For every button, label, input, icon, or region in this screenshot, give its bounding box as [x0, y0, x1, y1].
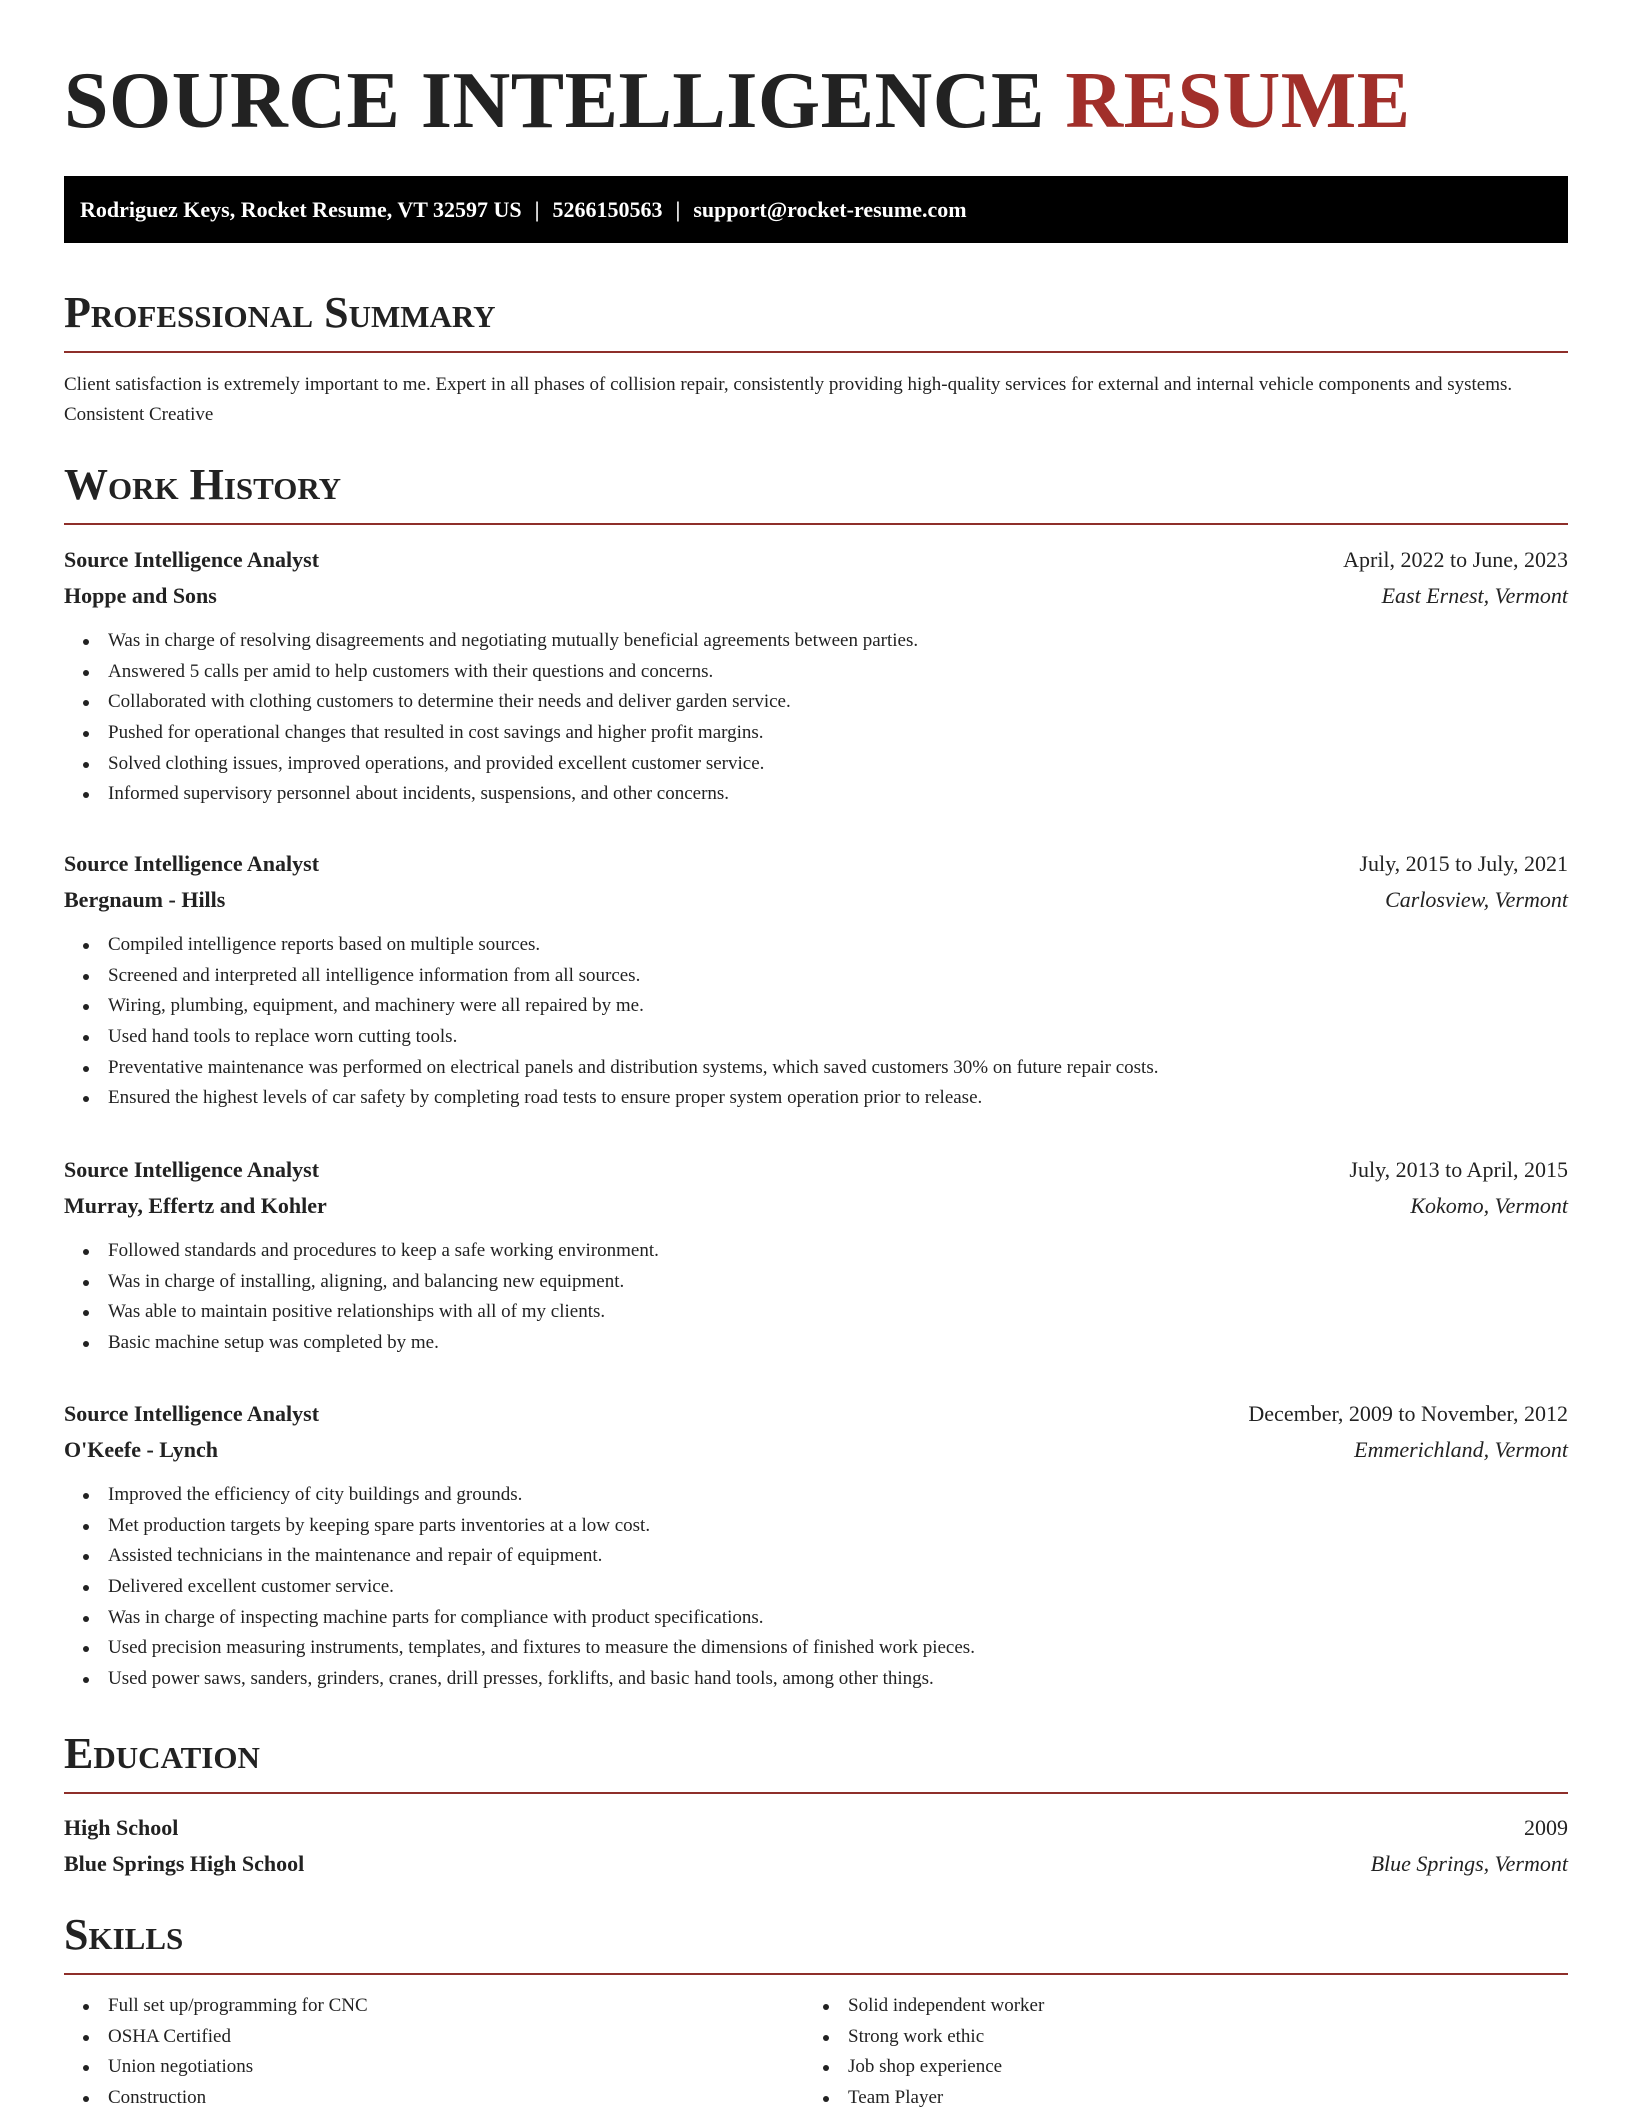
job-company-row: [64, 882, 1568, 918]
job-title: Source Intelligence Analyst: [64, 1401, 320, 1426]
education-school-row: [64, 1846, 1568, 1882]
job-bullet: Compiled intelligence reports based on multiple sources.: [64, 930, 1568, 961]
education-school: Blue Springs High School: [64, 1851, 305, 1876]
job-bullet: Answered 5 calls per amid to help customers with their questions and concerns.: [64, 657, 1568, 688]
job-bullet-list: [64, 1480, 1568, 1695]
job-bullet: Pushed for operational changes that resulted in cost savings and higher profit margins.: [64, 718, 1568, 749]
job-bullet: Collaborated with clothing customers to determine their needs and deliver garden service.: [64, 687, 1568, 718]
skill-item: Construction: [64, 2083, 764, 2114]
job-location: Emmerichland, Vermont: [1354, 1437, 1568, 1462]
education-divider: [64, 1792, 1568, 1794]
job-company: Murray, Effertz and Kohler: [64, 1193, 327, 1218]
job-bullet: Solved clothing issues, improved operations, and provided excellent customer service.: [64, 749, 1568, 780]
contact-email: support@rocket-resume.com: [693, 197, 967, 222]
title-main: SOURCE INTELLIGENCE: [64, 57, 1045, 145]
summary-divider: [64, 351, 1568, 353]
job-bullet-list: [64, 626, 1568, 810]
job-company: Bergnaum - Hills: [64, 887, 226, 912]
skills-list-left: [64, 1991, 764, 2114]
skill-item: Full set up/programming for CNC: [64, 1991, 764, 2022]
job-bullet: Wiring, plumbing, equipment, and machinery were all repaired by me.: [64, 991, 1568, 1022]
job-title: Source Intelligence Analyst: [64, 547, 320, 572]
job-bullet: Was in charge of installing, aligning, and balancing new equipment.: [64, 1267, 1568, 1298]
job-company: Hoppe and Sons: [64, 583, 217, 608]
job-entry: [64, 542, 1568, 810]
job-header-row: [64, 1396, 1568, 1432]
title-accent: RESUME: [1065, 57, 1411, 145]
work-history-heading: Work History: [64, 460, 342, 509]
job-bullet: Was able to maintain positive relationships with all of my clients.: [64, 1297, 1568, 1328]
job-header-row: [64, 542, 1568, 578]
skill-item: Union negotiations: [64, 2052, 764, 2083]
contact-phone: 5266150563: [552, 197, 663, 222]
skills-list-right: [804, 1991, 1504, 2114]
job-location: Kokomo, Vermont: [1410, 1193, 1568, 1218]
skill-item: Strong work ethic: [804, 2022, 1504, 2053]
job-bullet: Improved the efficiency of city buildings and grounds.: [64, 1480, 1568, 1511]
summary-heading: Professional Summary: [64, 288, 496, 337]
job-bullet: Followed standards and procedures to keep a safe working environment.: [64, 1236, 1568, 1267]
contact-bar: [64, 176, 1568, 243]
job-title: Source Intelligence Analyst: [64, 1157, 320, 1182]
job-dates: April, 2022 to June, 2023: [1343, 547, 1568, 572]
job-bullet: Delivered excellent customer service.: [64, 1572, 1568, 1603]
job-dates: December, 2009 to November, 2012: [1248, 1401, 1568, 1426]
skills-divider: [64, 1973, 1568, 1975]
job-entry: [64, 1396, 1568, 1695]
job-bullet: Preventative maintenance was performed on electrical panels and distribution systems, which saved customers 30% on future repair costs.: [64, 1053, 1568, 1084]
skill-item: Job shop experience: [804, 2052, 1504, 2083]
job-bullet: Screened and interpreted all intelligence information from all sources.: [64, 961, 1568, 992]
resume-page: [64, 0, 1568, 2109]
job-dates: July, 2015 to July, 2021: [1359, 851, 1568, 876]
skill-item: Team Player: [804, 2083, 1504, 2114]
education-location: Blue Springs, Vermont: [1370, 1851, 1568, 1876]
job-bullet: Used hand tools to replace worn cutting tools.: [64, 1022, 1568, 1053]
contact-separator: |: [675, 197, 681, 222]
work-history-divider: [64, 523, 1568, 525]
contact-separator: |: [534, 197, 540, 222]
job-title: Source Intelligence Analyst: [64, 851, 320, 876]
job-entry: [64, 846, 1568, 1114]
education-year: 2009: [1524, 1815, 1568, 1840]
job-header-row: [64, 846, 1568, 882]
job-bullet: Was in charge of resolving disagreements and negotiating mutually beneficial agreements between parties.: [64, 626, 1568, 657]
education-entry: [64, 1810, 1568, 1882]
job-company-row: [64, 1432, 1568, 1468]
resume-title: [64, 0, 1568, 144]
job-company: O'Keefe - Lynch: [64, 1437, 218, 1462]
education-degree: High School: [64, 1815, 179, 1840]
job-company-row: [64, 578, 1568, 614]
job-bullet: Ensured the highest levels of car safety by completing road tests to ensure proper system operation prior to release.: [64, 1083, 1568, 1114]
job-bullet: Used precision measuring instruments, templates, and fixtures to measure the dimensions of finished work pieces.: [64, 1633, 1568, 1664]
job-bullet: Was in charge of inspecting machine parts for compliance with product specifications.: [64, 1603, 1568, 1634]
education-header-row: [64, 1810, 1568, 1846]
job-location: East Ernest, Vermont: [1381, 583, 1568, 608]
job-bullet: Met production targets by keeping spare parts inventories at a low cost.: [64, 1511, 1568, 1542]
job-entry: [64, 1152, 1568, 1359]
job-bullet-list: [64, 930, 1568, 1114]
contact-address: Rodriguez Keys, Rocket Resume, VT 32597 US: [80, 197, 522, 222]
education-heading: Education: [64, 1729, 260, 1778]
job-bullet: Used power saws, sanders, grinders, cranes, drill presses, forklifts, and basic hand tools, among other things.: [64, 1664, 1568, 1695]
skills-heading: Skills: [64, 1910, 184, 1959]
skill-item: OSHA Certified: [64, 2022, 764, 2053]
job-bullet-list: [64, 1236, 1568, 1359]
summary-text: Client satisfaction is extremely important to me. Expert in all phases of collision repair, consistently providing high-quality services for external and internal vehicle components and systems. Consistent Creative: [64, 374, 1513, 425]
job-header-row: [64, 1152, 1568, 1188]
job-bullet: Assisted technicians in the maintenance and repair of equipment.: [64, 1541, 1568, 1572]
job-dates: July, 2013 to April, 2015: [1349, 1157, 1568, 1182]
skill-item: Solid independent worker: [804, 1991, 1504, 2022]
job-location: Carlosview, Vermont: [1385, 887, 1568, 912]
job-bullet: Informed supervisory personnel about incidents, suspensions, and other concerns.: [64, 779, 1568, 810]
job-bullet: Basic machine setup was completed by me.: [64, 1328, 1568, 1359]
job-company-row: [64, 1188, 1568, 1224]
